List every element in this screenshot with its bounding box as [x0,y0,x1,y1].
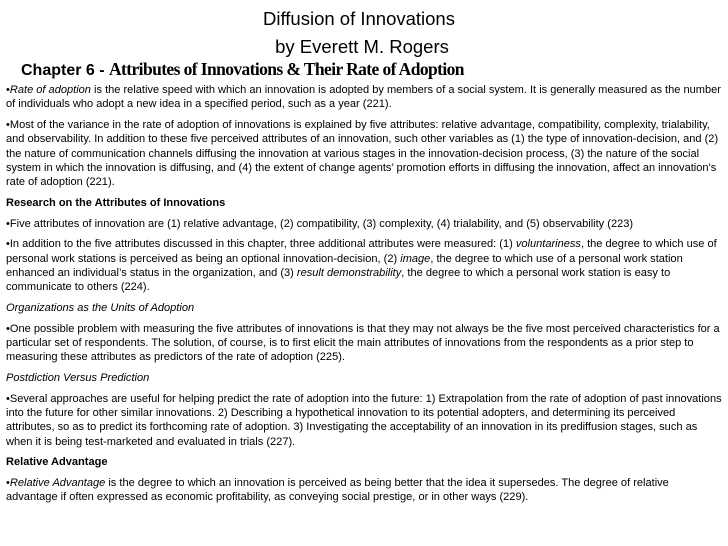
paragraph-rate-of-adoption [6,83,722,112]
chapter-prefix: Chapter 6 - [21,62,110,79]
paragraph-text: is the degree to which an innovation is perceived as being better that the idea it supersedes. The degree of relative advantage if often expressed as economic profitability, as conveying social prestige, or in other ways (229). [6,476,669,504]
paragraph-text: , the degree to which a personal work station is easy to communicate to others (224). [6,266,671,294]
paragraph-relative-advantage [6,476,722,505]
bullet: • [6,84,10,96]
section-heading-organizations: Organizations as the Units of Adoption [6,301,195,314]
page-subtitle-author: by Everett M. Rogers [275,36,449,57]
term-result-demonstrability: result demonstrability [296,266,402,279]
paragraph-five-attributes: •Five attributes of innovation are (1) relative advantage, (2) compatibility, (3) complexity, (4) trialability, and (5) observability (223) [6,217,634,230]
paragraph-measurement-problem: •One possible problem with measuring the five attributes of innovations is that they may not always be the five most perceived characteristics for a particular set of respondents. The solution, of course, is to first elicit the main attributes of innovations from the respondents as a prior step to measuring these attributes as predictors of the rate of adoption (225). [6,322,720,364]
term-rate-of-adoption: Rate of adoption [9,84,91,96]
chapter-heading [21,59,464,80]
term-voluntariness: voluntariness [515,238,581,251]
term-image: image [400,252,431,265]
paragraph-prediction-approaches: •Several approaches are useful for helping predict the rate of adoption into the future: 1) Extrapolation from the rate of adoption of past innovations into the future for other similar innovations. 2) Describing a hypothetical innovation to its potential adopters, and determining its perceived attributes, so as to predict its forthcoming rate of adoption. 3) Investigating the acceptability of an innovation in its prediffusion stages, such as when it is being test-marketed and evaluated in trials (227). [6,392,722,448]
document-body [6,83,722,511]
section-heading-research: Research on the Attributes of Innovations [6,197,226,209]
page-title: Diffusion of Innovations [263,8,455,29]
bullet: • [6,476,10,489]
paragraph-variance: •Most of the variance in the rate of adoption of innovations is explained by five attributes: relative advantage, compatibility, complexity, trialability, and observability. In addition to these five perceived attributes of an innovation, such other variables as (1) the type of innovation-decision, and (2) the nature of communication channels diffusing the innovation at various stages in the innovation-decision process, (3) the nature of the social system in which the innovation is diffusing, and (4) the extent of change agents’ promotion efforts in diffusing the innovation, affect an innovation’s rate of adoption (221). [6,118,719,189]
paragraph-text: •In addition to the five attributes discussed in this chapter, three additional attributes were measured: (1) [6,238,516,251]
term-relative-advantage: Relative Advantage [9,476,106,489]
section-heading-relative-advantage: Relative Advantage [6,456,108,469]
paragraph-text: is the relative speed with which an innovation is adopted by members of a social system. It is generally measured as the number of individuals who adopt a new idea in a specified period, such as a year (221). [6,84,721,111]
paragraph-text: , the degree to which use of a personal work station enhanced an individual’s status in the organization, and (3) [6,252,683,279]
section-heading-postdiction: Postdiction Versus Prediction [6,371,150,384]
paragraph-text: , the degree to which use of personal work stations is perceived as being an optional innovation-decision, (2) [6,238,717,265]
paragraph-additional-attributes [6,237,722,294]
chapter-subtitle: Attributes of Innovations & Their Rate of Adoption [109,59,464,79]
